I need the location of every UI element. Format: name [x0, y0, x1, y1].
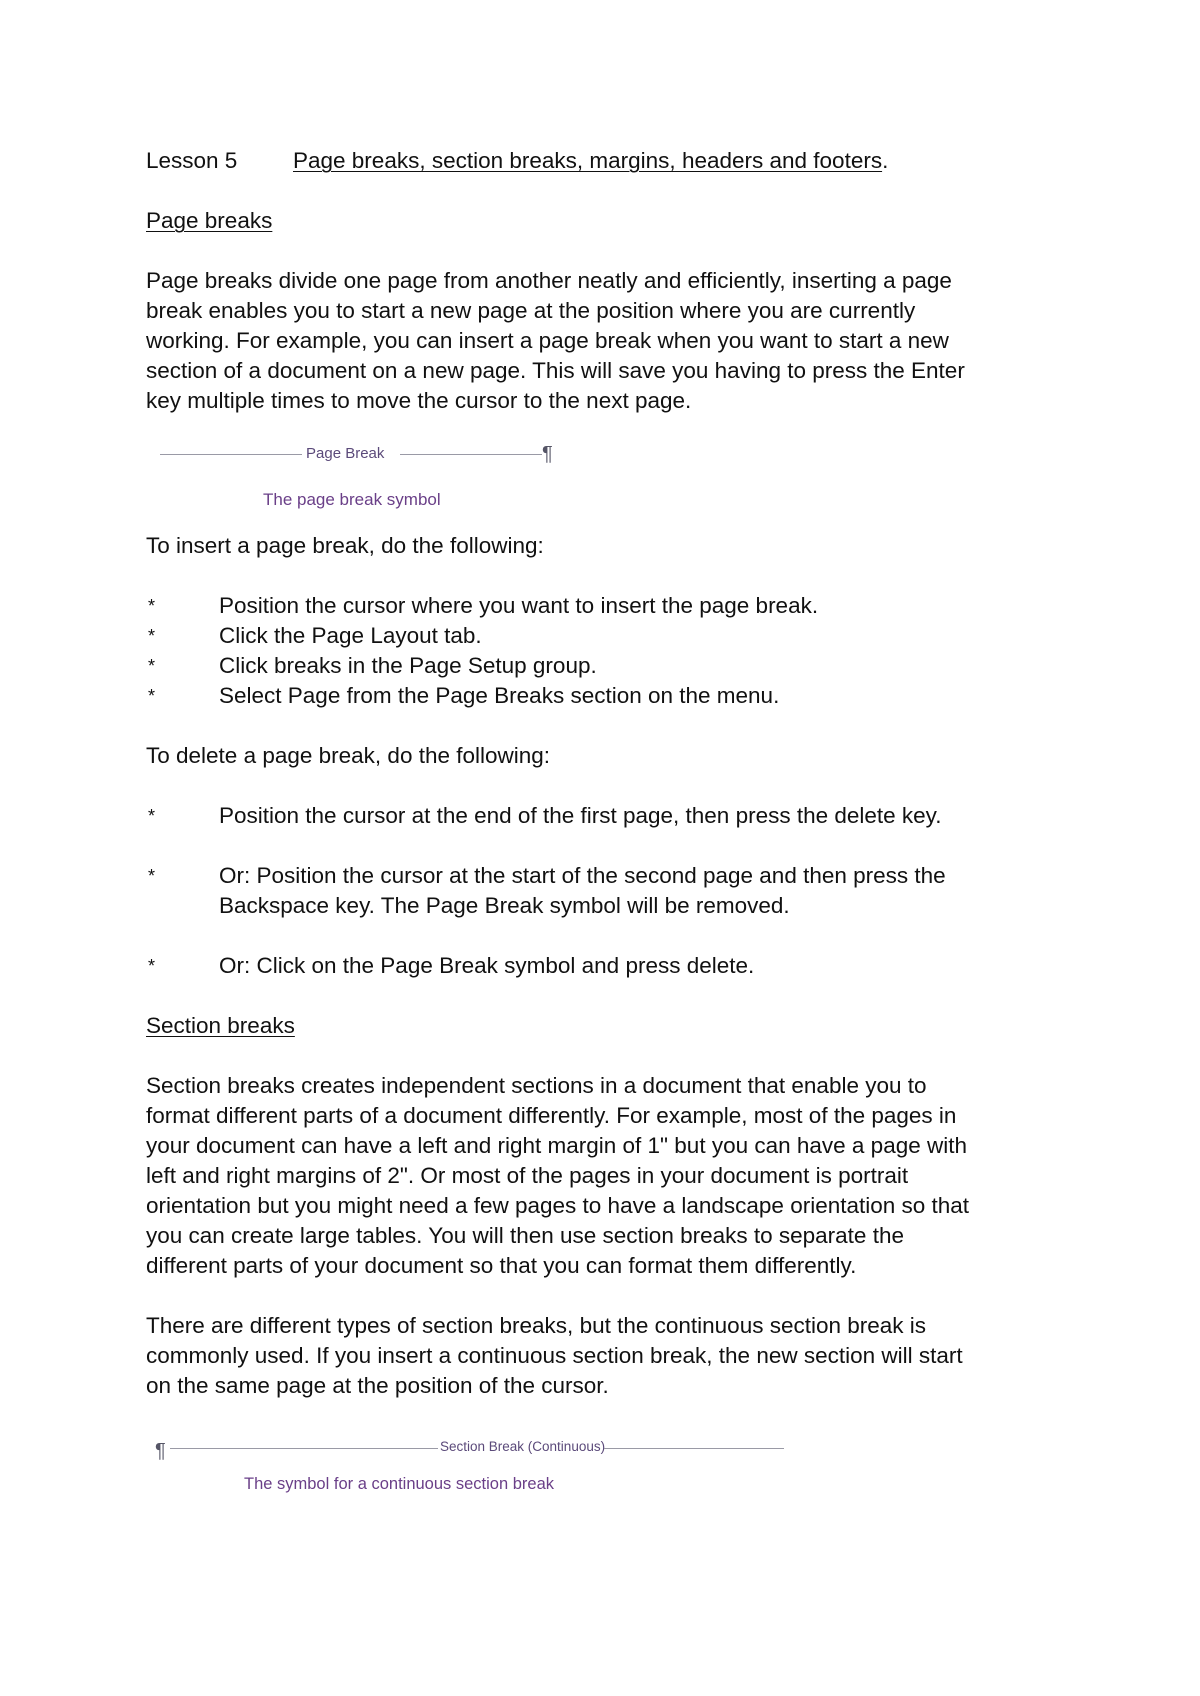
insert-step: Select Page from the Page Breaks section on the menu. — [219, 683, 780, 708]
delete-step-continued: Backspace key. The Page Break symbol will be removed. — [219, 893, 790, 918]
bullet-icon: * — [148, 866, 156, 886]
pilcrow-icon: ¶ — [542, 443, 553, 465]
section-break-caption: The symbol for a continuous section break — [244, 1475, 554, 1493]
paragraph-line: section of a document on a new page. This will save you having to press the Enter — [146, 358, 965, 383]
paragraph-line: different parts of your document so that you can format them differently. — [146, 1253, 857, 1278]
delete-step: Or: Position the cursor at the start of the second page and then press the — [219, 863, 946, 888]
page-break-rule-left — [160, 454, 302, 455]
insert-step: Click breaks in the Page Setup group. — [219, 653, 597, 678]
paragraph-line: Section breaks creates independent sections in a document that enable you to — [146, 1073, 927, 1098]
insert-step: Click the Page Layout tab. — [219, 623, 482, 648]
paragraph-line: on the same page at the position of the cursor. — [146, 1373, 609, 1398]
section-breaks-intro — [146, 1071, 1046, 1281]
section-break-label: Section Break (Continuous) — [440, 1439, 606, 1454]
lesson-number: Lesson 5 — [146, 148, 238, 173]
paragraph-line: orientation but you might need a few pages to have a landscape orientation so that — [146, 1193, 970, 1218]
insert-intro: To insert a page break, do the following: — [146, 533, 544, 558]
paragraph-line: format different parts of a document differently. For example, most of the pages in — [146, 1103, 957, 1128]
bullet-icon: * — [148, 806, 156, 826]
bullet-icon: * — [148, 596, 156, 616]
paragraph-line: working. For example, you can insert a page break when you want to start a new — [146, 328, 949, 353]
bullet-icon: * — [148, 686, 156, 706]
lesson-title — [293, 146, 888, 176]
page-breaks-intro — [146, 266, 1046, 416]
section-break-types — [146, 1311, 1046, 1401]
bullet-icon: * — [148, 656, 156, 676]
page-break-rule-right — [400, 454, 542, 455]
lesson-title-text: Page breaks, section breaks, margins, headers and footers — [293, 148, 883, 173]
section-break-rule-right — [604, 1448, 784, 1449]
paragraph-line: There are different types of section breaks, but the continuous section break is — [146, 1313, 927, 1338]
delete-step: Or: Click on the Page Break symbol and press delete. — [219, 953, 755, 978]
delete-intro: To delete a page break, do the following: — [146, 743, 551, 768]
paragraph-line: left and right margins of 2". Or most of the pages in your document is portrait — [146, 1163, 909, 1188]
section-breaks-heading: Section breaks — [146, 1013, 295, 1038]
bullet-icon: * — [148, 956, 156, 976]
page-breaks-heading: Page breaks — [146, 208, 273, 233]
section-break-rule-left — [170, 1448, 438, 1449]
paragraph-line: Page breaks divide one page from another neatly and efficiently, inserting a page — [146, 268, 952, 293]
bullet-icon: * — [148, 626, 156, 646]
page-break-label: Page Break — [306, 445, 385, 462]
lesson-title-period: . — [882, 148, 889, 173]
pilcrow-icon: ¶ — [155, 1440, 166, 1462]
paragraph-line: key multiple times to move the cursor to the next page. — [146, 388, 692, 413]
insert-step: Position the cursor where you want to insert the page break. — [219, 593, 819, 618]
paragraph-line: break enables you to start a new page at the position where you are currently — [146, 298, 916, 323]
paragraph-line: your document can have a left and right margin of 1" but you can have a page with — [146, 1133, 967, 1158]
delete-step: Position the cursor at the end of the first page, then press the delete key. — [219, 803, 942, 828]
paragraph-line: you can create large tables. You will then use section breaks to separate the — [146, 1223, 904, 1248]
paragraph-line: commonly used. If you insert a continuous section break, the new section will start — [146, 1343, 963, 1368]
page-break-caption: The page break symbol — [263, 490, 441, 509]
